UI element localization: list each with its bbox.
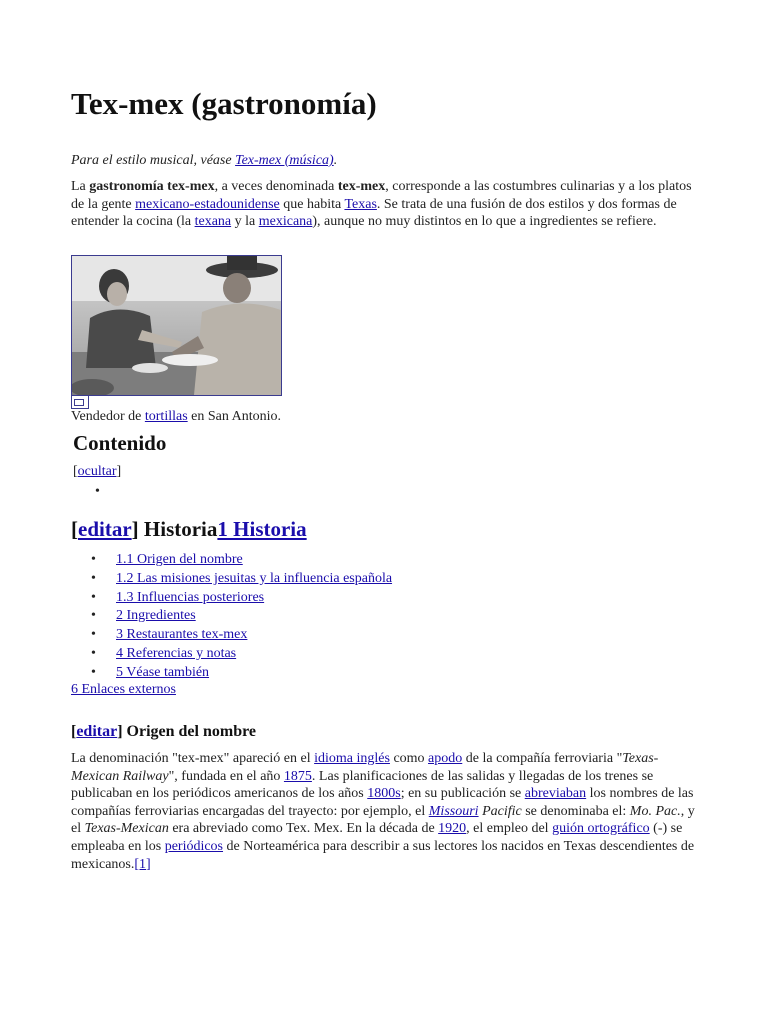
intro-text: . Se trata de una fusión de dos estilos y dos formas de entender la cocina (la	[71, 196, 677, 230]
caption-text: Vendedor de	[71, 409, 145, 424]
intro-text: La	[71, 179, 90, 194]
edit-link[interactable]: editar	[76, 723, 118, 740]
link-guion-ortografico[interactable]: guión ortográfico	[552, 821, 650, 837]
section-title: Historia	[138, 517, 218, 541]
origen-paragraph	[71, 750, 699, 873]
bracket: ]	[131, 517, 139, 541]
link-texana[interactable]: texana	[194, 214, 232, 230]
intro-bold-term: tex-mex	[337, 179, 386, 194]
intro-bold-term: gastronomía tex-mex	[89, 179, 215, 194]
link-idioma-ingles[interactable]: idioma inglés	[314, 751, 390, 766]
intro-paragraph	[71, 178, 699, 231]
toc-link[interactable]: 1.1 Origen del nombre	[116, 552, 243, 567]
bracket: [	[71, 517, 78, 541]
section-title: Origen del nombre	[122, 723, 257, 740]
bracket: [	[71, 723, 77, 740]
body-text: era abreviado como Tex. Mex. En la década de	[168, 821, 439, 837]
body-text: La denominación "tex-mex" apareció en el	[71, 751, 315, 766]
body-text: de la compañía ferroviaria "	[462, 751, 623, 766]
section-heading-historia	[71, 517, 307, 542]
toc-item	[91, 570, 392, 589]
toc-link[interactable]: 3 Restaurantes tex-mex	[116, 627, 248, 643]
toc-link[interactable]: 5 Véase también	[116, 664, 210, 680]
body-text: de Norteamérica para describir a sus lectores los nacidos en Texas descendientes de mexicanos.	[71, 838, 695, 872]
bracket: ]	[117, 723, 123, 740]
intro-text: ), aunque no muy distintos en lo que a ingredientes se refiere.	[312, 214, 657, 230]
link-apodo[interactable]: apodo	[428, 751, 463, 766]
body-text: ", fundada en el año	[168, 768, 284, 784]
hatnote-suffix: .	[333, 153, 338, 168]
link-missouri[interactable]	[429, 804, 479, 819]
intro-text: y la	[231, 214, 259, 230]
toc-item	[91, 645, 392, 664]
body-text: (-) se empleaba en los	[71, 821, 683, 854]
link-periodicos[interactable]: periódicos	[164, 838, 224, 854]
hatnote-link[interactable]: Tex-mex (música)	[235, 153, 334, 168]
body-text: ; en su publicación se	[400, 786, 525, 802]
link-abreviaban[interactable]: abreviaban	[524, 786, 587, 802]
toc-toggle	[73, 464, 121, 480]
link-1800s[interactable]: 1800s	[367, 786, 401, 802]
body-text: , el empleo del	[466, 821, 553, 837]
bracket: [	[73, 464, 78, 479]
body-text: los nombres de las compañías ferroviarias encargadas del trayecto: por ejemplo, el	[71, 786, 694, 819]
enlarge-icon[interactable]	[71, 395, 89, 409]
section-heading-origen	[71, 723, 256, 741]
body-text: se denominaba el:	[521, 803, 630, 819]
bracket: ]	[116, 464, 122, 479]
photo-image	[72, 256, 281, 395]
toc-link[interactable]: 2 Ingredientes	[116, 608, 196, 624]
body-italic: Mo. Pac.	[629, 803, 681, 819]
body-text: como	[389, 751, 429, 766]
body-text: , y el	[71, 803, 695, 837]
link-mexicana[interactable]: mexicana	[258, 214, 313, 230]
link-tortillas[interactable]: tortillas	[144, 409, 188, 424]
hatnote-prefix: Para el estilo musical, véase	[71, 153, 236, 168]
edit-link[interactable]: editar	[78, 517, 132, 541]
link-mexicano-estadounidense[interactable]: mexicano-estadounidense	[135, 196, 280, 212]
tortilla-vendor-photo[interactable]	[71, 255, 282, 396]
link-texas[interactable]: Texas	[344, 196, 377, 212]
link-1920[interactable]: 1920	[438, 821, 467, 837]
toc-link[interactable]: 4 Referencias y notas	[116, 645, 237, 661]
body-italic: Missouri	[428, 803, 479, 819]
hatnote	[71, 153, 337, 169]
body-italic: Pacific	[478, 803, 522, 819]
toc-link-historia[interactable]: 1 Historia	[217, 517, 307, 541]
toc-empty-bullet: •	[95, 484, 100, 499]
toc-list	[91, 551, 392, 683]
body-text: . Las planificaciones de las salidas y llegadas de los trenes se publicaban en los periódicos americanos de los años	[71, 768, 654, 802]
toc-title: Contenido	[73, 431, 167, 455]
intro-text: , a veces denominada	[214, 179, 338, 194]
link-1875[interactable]: 1875	[283, 768, 312, 784]
caption-text: en San Antonio.	[187, 409, 281, 424]
image-caption	[71, 409, 281, 425]
toc-link[interactable]: 1.2 Las misiones jesuitas y la influencia española	[116, 570, 393, 586]
toc-item	[91, 551, 392, 570]
reference-link[interactable]: [1]	[134, 856, 151, 872]
body-italic: Texas-Mexican	[84, 821, 169, 837]
toc-hide-link[interactable]: ocultar	[77, 464, 117, 479]
intro-text: que habita	[279, 196, 345, 212]
intro-text: , corresponde a las costumbres culinarias y a los platos de la gente	[71, 179, 692, 212]
toc-item	[91, 607, 392, 626]
page-title: Tex-mex (gastronomía)	[71, 86, 377, 121]
toc-item	[91, 589, 392, 608]
toc-link-enlaces-externos[interactable]: 6 Enlaces externos	[71, 682, 176, 697]
toc-link[interactable]: 1.3 Influencias posteriores	[116, 589, 265, 605]
toc-item	[91, 626, 392, 645]
toc-item	[91, 664, 392, 683]
body-italic: Texas-Mexican Railway	[71, 751, 659, 784]
